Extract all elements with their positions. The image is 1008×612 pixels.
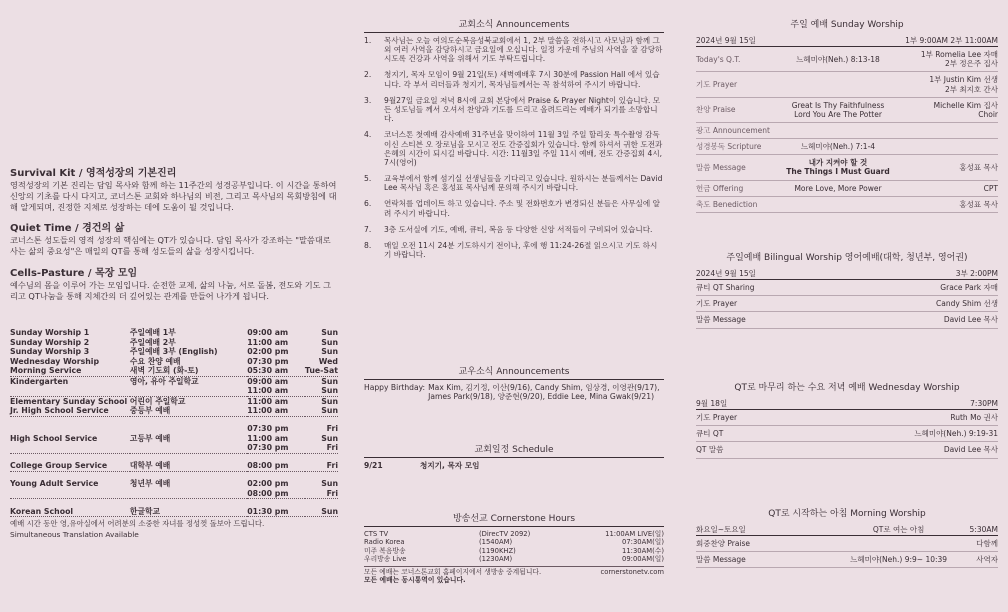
announcement-text: 코너스톤 첫예배 감사예배 31주년을 맞이하여 11월 3일 주일 할리웃 특수촬영 감독이신 스티븐 오 장로님을 모시고 전도 간증집회가 있습니다. 함께 하셔서 귀한 도전과 은혜의 시간이 되시길 바랍니다. 시간: 11월3일 주일 11시 예배, 전도 간증집회 4시, 7시(영어) xyxy=(384,130,663,167)
broadcast-time: 07:30AM(일) xyxy=(622,538,664,547)
morning-row xyxy=(696,536,998,552)
sunday-header-row xyxy=(696,35,998,47)
service-time: 07:30 pm xyxy=(247,356,289,366)
bilingual-row-leader: Candy Shim 선생 xyxy=(836,296,998,312)
service-row xyxy=(10,357,338,367)
service-gap xyxy=(10,416,338,424)
sunday-row-label: 헌금 Offering xyxy=(696,180,778,196)
service-row xyxy=(10,406,338,416)
service-row xyxy=(10,424,338,434)
announcement-text: 연락처를 업데이트 하고 있습니다. 주소 및 전화번호가 변경되신 분들은 사무실에 알려 주시기 바랍니다. xyxy=(384,199,660,218)
sunday-row-label: 축도 Benediction xyxy=(696,196,778,212)
service-times-table xyxy=(10,328,338,517)
sunday-row-detail: 느헤미야(Neh.) 7:1-4 xyxy=(778,139,898,155)
survival-kit-text: 영적성장의 기본 진리는 담임 목사와 함께 하는 11주간의 성경공부입니다. 이 시간을 통하여 신앙의 기초를 다시 다지고, 코너스톤 교회와 하나님의 비전, 그리고 목사님의 목회방침에 대해 알게되며, 진정한 지체로 성장하는 데에 도움이 될 것입니다. xyxy=(10,180,337,212)
wednesday-row-label: QT 말씀 xyxy=(696,442,836,458)
service-row xyxy=(10,396,338,406)
wednesday-row-leader: 느헤미야(Neh.) 9:19-31 xyxy=(836,426,998,442)
wednesday-title: QT로 마무리 하는 수요 저녁 예배 Wednesday Worship xyxy=(734,383,960,393)
service-name: College Group Service xyxy=(10,461,130,471)
service-time: 05:30 am xyxy=(247,366,305,376)
survival-kit-title: Survival Kit / 영적성장의 기본진리 xyxy=(10,168,177,179)
sunday-row-leader xyxy=(898,122,998,138)
service-korean: 중등부 예배 xyxy=(130,406,247,416)
sunday-row-detail: More Love, More Power xyxy=(778,180,898,196)
service-day: Sun xyxy=(321,433,338,443)
bilingual-time: 3부 2:00PM xyxy=(836,268,998,280)
sunday-row-label: 말씀 Message xyxy=(696,155,778,180)
schedule-section xyxy=(364,445,664,470)
bilingual-row-leader: David Lee 목사 xyxy=(836,312,998,328)
broadcast-section xyxy=(364,514,664,584)
announcement-item xyxy=(364,70,664,88)
schedule-date: 9/21 xyxy=(364,460,383,470)
morning-row-detail: 느헤미야(Neh.) 9:9~ 10:39 xyxy=(836,552,961,568)
sunday-row xyxy=(696,72,998,97)
announcement-number: 4. xyxy=(364,130,372,140)
service-day: Sun xyxy=(305,507,338,517)
announcements-title: 교회소식 Announcements xyxy=(364,20,664,33)
service-korean xyxy=(130,443,247,453)
service-time: 02:00 pm xyxy=(247,479,289,489)
wednesday-row-label: 큐티 QT xyxy=(696,426,836,442)
service-day: Fri xyxy=(305,461,338,471)
birthday-label: Happy Birthday: xyxy=(364,382,426,392)
left-column xyxy=(10,0,338,612)
sunday-row xyxy=(696,47,998,72)
broadcast-name: Radio Korea xyxy=(364,538,405,547)
quiet-time-section xyxy=(10,223,338,257)
announcements-list xyxy=(364,36,664,259)
service-time: 01:30 pm xyxy=(247,507,305,517)
members-title: 교우소식 Announcements xyxy=(364,367,664,380)
announcement-item xyxy=(364,174,664,192)
sunday-row xyxy=(696,97,998,122)
bilingual-row xyxy=(696,312,998,328)
sunday-row-leader: CPT xyxy=(898,180,998,196)
sunday-row-detail: 내가 지켜야 할 것 The Things I Must Guard xyxy=(778,155,898,180)
cells-title: Cells-Pasture / 목장 모임 xyxy=(10,267,138,279)
morning-row-detail xyxy=(836,536,961,552)
sunday-row-leader: 1부 Romelia Lee 자매 2부 정은주 집사 xyxy=(898,47,998,72)
service-row xyxy=(10,507,338,517)
service-name: Sunday Worship 3 xyxy=(10,347,90,357)
morning-section xyxy=(696,509,998,568)
cells-text: 예수님의 몸을 이루어 가는 모임입니다. 순전한 교제, 삶의 나눔, 서로 돌봄, 전도와 기도 그리고 QT나눔을 통해 지체간의 더 깊어있는 관계를 만들어 나가게 됩니다. xyxy=(10,279,332,301)
broadcast-name: 우리방송 Live xyxy=(364,555,407,564)
service-name xyxy=(10,443,130,453)
broadcast-row xyxy=(364,555,664,563)
announcement-number: 2. xyxy=(364,70,372,80)
service-korean: 어린이 주일학교 xyxy=(129,396,186,406)
service-day: Sun xyxy=(321,337,338,347)
sunday-row xyxy=(696,196,998,212)
sunday-row-label: 찬양 Praise xyxy=(696,97,778,122)
sunday-row-detail xyxy=(778,72,898,97)
service-row xyxy=(10,376,338,386)
service-korean: 대학부 예배 xyxy=(130,461,247,471)
announcement-item xyxy=(364,225,664,234)
service-row xyxy=(10,328,338,338)
service-gap xyxy=(10,499,338,507)
broadcast-note: 모든 예배는 코너스톤교회 홈페이지에서 생방송 중계됩니다. xyxy=(364,567,542,576)
sunday-row-detail xyxy=(778,122,898,138)
service-name: Wednesday Worship xyxy=(10,356,100,366)
service-name xyxy=(10,386,130,396)
members-section xyxy=(364,367,664,401)
service-row xyxy=(10,338,338,348)
announcement-item xyxy=(364,96,664,123)
wednesday-row xyxy=(696,410,998,426)
service-korean xyxy=(130,489,247,499)
translation-note: Simultaneous Translation Available xyxy=(10,530,139,540)
sunday-row-label: 성경봉독 Scripture xyxy=(696,139,778,155)
service-name: Elementary Sunday School xyxy=(10,396,128,406)
childcare-note: 예배 시간 동안 영,유아실에서 어려분의 소중한 자녀를 정성껏 돌보아 드립니다. xyxy=(10,519,265,529)
service-gap xyxy=(10,471,338,479)
morning-row-leader: 사역자 xyxy=(961,552,998,568)
service-korean: 영아, 유아 주일학교 xyxy=(129,376,199,386)
service-day: Fri xyxy=(305,443,338,453)
service-day: Fri xyxy=(305,489,338,499)
sunday-title: 주일 예배 Sunday Worship xyxy=(790,20,904,30)
sunday-row-leader: 홍성표 목사 xyxy=(898,196,998,212)
broadcast-channel: (1190KHZ) xyxy=(479,546,516,555)
service-korean: 새벽 기도회 (화-토) xyxy=(130,366,247,376)
service-korean: 고등부 예배 xyxy=(129,433,171,443)
broadcast-channel: (1230AM) xyxy=(479,555,513,564)
bilingual-row-leader: Grace Park 자매 xyxy=(836,280,998,296)
wednesday-time: 7:30PM xyxy=(836,398,998,410)
service-time: 11:00 am xyxy=(247,433,289,443)
morning-row-label: 말씀 Message xyxy=(696,552,836,568)
quiet-time-title: Quiet Time / 경건의 삶 xyxy=(10,223,125,235)
service-name: Korean School xyxy=(10,507,130,517)
announcement-text: 청지기, 목자 모임이 9월 21일(토) 새벽예배후 7시 30분에 Passion Hall 에서 있습니다. 각 부서 리더들과 청지기, 목자님들께서는 꼭 참석하여 주시기 바랍니다. xyxy=(384,70,660,89)
announcement-number: 3. xyxy=(364,95,372,105)
announcement-item xyxy=(364,199,664,217)
service-row xyxy=(10,386,338,396)
service-korean xyxy=(130,386,247,396)
service-row xyxy=(10,479,338,489)
sunday-row-label: 기도 Prayer xyxy=(696,72,778,97)
service-time: 09:00 am xyxy=(247,376,289,386)
service-day: Sun xyxy=(305,406,338,416)
announcement-number: 6. xyxy=(364,199,372,209)
broadcast-row xyxy=(364,530,664,538)
announcement-number: 1. xyxy=(364,35,372,45)
broadcast-time: 11:30AM(수) xyxy=(622,546,664,555)
announcement-item xyxy=(364,130,664,166)
wednesday-row-leader: Ruth Mo 권사 xyxy=(836,410,998,426)
service-day: Sun xyxy=(321,328,338,338)
service-korean: 수요 찬양 예배 xyxy=(129,356,181,366)
sunday-row-leader: 홍성표 목사 xyxy=(898,155,998,180)
service-korean: 주일예배 1부 xyxy=(129,328,176,338)
schedule-event: 청지기, 목자 모임 xyxy=(420,460,480,470)
wednesday-row xyxy=(696,442,998,458)
wednesday-date: 9월 18일 xyxy=(696,398,836,410)
sunday-date: 2024년 9월 15일 xyxy=(696,35,898,47)
announcement-item xyxy=(364,36,664,63)
wednesday-row-label: 기도 Prayer xyxy=(696,410,836,426)
service-day: Fri xyxy=(326,424,338,434)
survival-kit-section xyxy=(10,168,338,212)
announcement-number: 7. xyxy=(364,224,372,234)
broadcast-name: 미주 복음방송 xyxy=(364,546,406,555)
service-time: 08:00 pm xyxy=(247,461,305,471)
morning-title: QT로 시작하는 아침 Morning Worship xyxy=(768,509,926,519)
broadcast-title: 방송선교 Cornerstone Hours xyxy=(364,514,664,527)
broadcast-row xyxy=(364,547,664,555)
announcement-item xyxy=(364,241,664,259)
middle-column xyxy=(364,0,664,612)
sunday-row-detail: Great Is Thy Faithfulness Lord You Are The Potter xyxy=(778,97,898,122)
sunday-row xyxy=(696,180,998,196)
service-name xyxy=(10,424,130,434)
service-time: 08:00 pm xyxy=(247,489,305,499)
morning-sub: QT로 여는 아침 xyxy=(836,524,961,536)
broadcast-note-2: 모든 예배는 동시통역이 있습니다. xyxy=(364,576,466,585)
wednesday-row xyxy=(696,426,998,442)
service-day: Wed xyxy=(318,356,338,366)
service-row xyxy=(10,347,338,357)
announcement-text: 목사님는 오늘 여의도순복음성북교회에서 1, 2부 말씀을 전하시고 사모님과 함께 그외 여러 사역을 감당하시고 금요일에 오십니다. 일정 가운데 주님의 사역을 잘 감당하시도록 건강과 사역을 위해서 기도 부탁드립니다. xyxy=(384,35,663,64)
sunday-row-leader xyxy=(898,139,998,155)
service-time: 02:00 pm xyxy=(247,347,289,357)
service-name xyxy=(10,489,130,499)
sunday-worship-section xyxy=(696,20,998,213)
cells-section xyxy=(10,268,338,302)
bilingual-date: 2024년 9월 15일 xyxy=(696,268,836,280)
broadcast-time: 09:00AM(일) xyxy=(622,555,664,564)
service-row xyxy=(10,461,338,471)
bilingual-row-label: 말씀 Message xyxy=(696,312,836,328)
bilingual-section xyxy=(696,253,998,329)
right-column xyxy=(696,0,998,612)
bilingual-row xyxy=(696,296,998,312)
service-time: 07:30 pm xyxy=(247,443,305,453)
service-day: Sun xyxy=(305,386,338,396)
service-time: 11:00 am xyxy=(247,396,289,406)
service-time: 11:00 am xyxy=(247,386,305,396)
morning-row-leader: 다함께 xyxy=(961,536,998,552)
sunday-row-leader: Michelle Kim 집사 Choir xyxy=(898,97,998,122)
broadcast-table xyxy=(364,530,664,564)
broadcast-url[interactable]: cornerstonetv.com xyxy=(600,567,664,576)
morning-days: 화요일~토요일 xyxy=(696,524,836,536)
service-name: Sunday Worship 1 xyxy=(10,328,90,338)
announcement-text: 9월27일 금요일 저녁 8시에 교회 본당에서 Praise & Prayer Night이 있습니다. 모든 성도님들 께서 오셔서 찬양과 기도를 드리고 올려드리는 예배가 되기를 소망합니다. xyxy=(384,95,661,124)
sunday-row xyxy=(696,139,998,155)
bilingual-title: 주일예배 Bilingual Worship 영어예배(대학, 청년부, 영어권) xyxy=(726,253,968,263)
service-time: 11:00 am xyxy=(247,406,305,416)
service-korean: 주일예배 3부 (English) xyxy=(129,347,218,357)
service-day: Sun xyxy=(321,479,338,489)
service-time: 07:30 pm xyxy=(247,424,289,434)
wednesday-section xyxy=(696,383,998,459)
announcement-number: 8. xyxy=(364,241,372,251)
service-day: Sun xyxy=(321,347,338,357)
wednesday-row-leader: David Lee 목사 xyxy=(836,442,998,458)
service-row xyxy=(10,434,338,444)
announcement-text: 교육부에서 함께 섬기실 선생님들을 기다리고 있습니다. 원하시는 분들께서는 David Lee 목사님 혹은 홍성표 목사님께 문의해 주시기 바랍니다. xyxy=(384,174,663,193)
broadcast-time: 11:00AM LIVE(일) xyxy=(605,529,664,538)
service-row xyxy=(10,443,338,453)
service-row xyxy=(10,366,338,376)
broadcast-row xyxy=(364,538,664,546)
service-day: Sun xyxy=(321,396,338,406)
announcement-text: 3층 도서실에 기도, 예배, 큐티, 복음 등 다양한 신앙 서적들이 구비되어 있습니다. xyxy=(384,224,653,234)
service-korean: 주일예배 2부 xyxy=(129,337,176,347)
service-korean: 한글학교 xyxy=(130,507,247,517)
announcement-text: 매일 오전 11시 24분 기도하시기 전이나, 후에 행 11:24-26절 읽으시고 기도 하시기 바랍니다. xyxy=(384,241,658,260)
service-name: Morning Service xyxy=(10,366,130,376)
morning-row xyxy=(696,552,998,568)
sunday-row-label: Today's Q.T. xyxy=(696,47,778,72)
sunday-times: 1부 9:00AM 2부 11:00AM xyxy=(898,35,998,47)
service-gap xyxy=(10,453,338,461)
bilingual-row-label: 큐티 QT Sharing xyxy=(696,280,836,296)
service-time: 11:00 am xyxy=(247,337,289,347)
sunday-row-detail xyxy=(778,196,898,212)
service-name: Kindergarten xyxy=(10,376,69,386)
service-korean: 청년부 예배 xyxy=(129,479,171,489)
sunday-row xyxy=(696,155,998,180)
broadcast-channel: (DirecTV 2092) xyxy=(479,529,531,538)
service-row xyxy=(10,489,338,499)
sunday-row-detail: 느헤미야(Neh.) 8:13-18 xyxy=(778,47,898,72)
broadcast-name: CTS TV xyxy=(364,529,389,538)
morning-time: 5:30AM xyxy=(961,524,998,536)
service-name: High School Service xyxy=(10,433,98,443)
morning-row-label: 회중찬양 Praise xyxy=(696,536,836,552)
birthday-list: Max Kim, 김기정, 이산(9/16), Candy Shim, 임상경, 이영관(9/17), James Park(9/18), 양준현(9/20), Eddie Lee, Mina Gwak(9/21) xyxy=(428,382,660,402)
bilingual-row-label: 기도 Prayer xyxy=(696,296,836,312)
service-name: Jr. High School Service xyxy=(10,406,130,416)
bilingual-row xyxy=(696,280,998,296)
service-day: Sun xyxy=(321,376,338,386)
service-name: Young Adult Service xyxy=(10,479,99,489)
quiet-time-text: 코너스톤 성도들의 영적 성장의 핵심에는 QT가 있습니다. 담임 목사가 강조하는 "말씀대로 사는 삶의 중요성"은 매일의 QT를 통해 성도들의 삶을 성장시킵니다. xyxy=(10,235,331,256)
service-day: Tue-Sat xyxy=(304,366,338,376)
sunday-row-label: 광고 Announcement xyxy=(696,122,778,138)
broadcast-channel: (1540AM) xyxy=(479,538,513,547)
service-time: 09:00 am xyxy=(247,328,289,338)
service-korean xyxy=(130,424,247,434)
schedule-title: 교회일정 Schedule xyxy=(364,445,664,458)
service-name: Sunday Worship 2 xyxy=(10,337,90,347)
sunday-row xyxy=(696,122,998,138)
schedule-row xyxy=(364,461,664,470)
sunday-row-leader: 1부 Justin Kim 선생 2부 최지호 간사 xyxy=(898,72,998,97)
announcement-number: 5. xyxy=(364,174,372,184)
